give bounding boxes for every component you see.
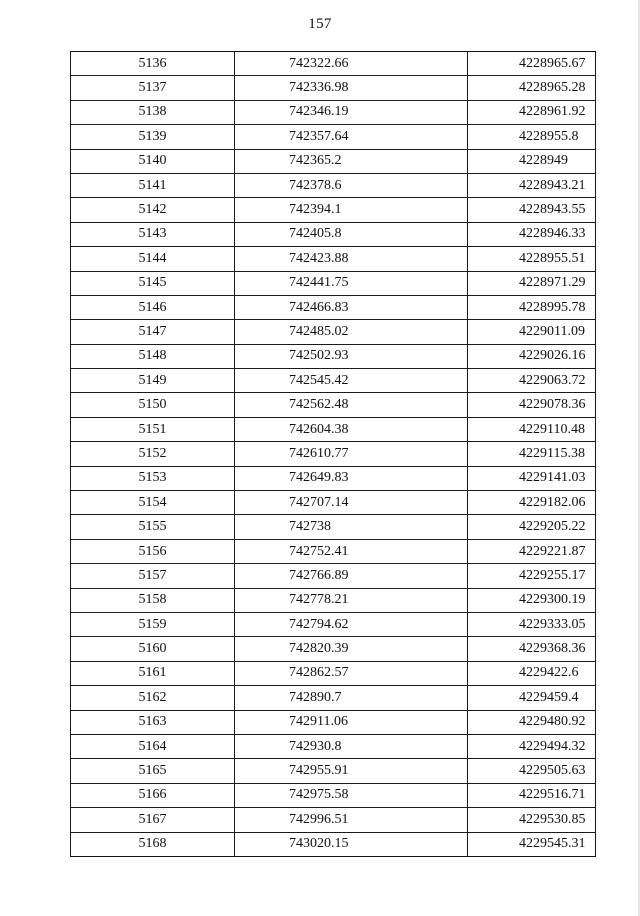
point-id-cell: 5164 — [71, 734, 235, 758]
x-coordinate-cell: 742862.57 — [235, 661, 468, 685]
point-id-cell: 5165 — [71, 759, 235, 783]
y-coordinate-cell: 4228955.8 — [468, 125, 596, 149]
y-coordinate-cell: 4229205.22 — [468, 515, 596, 539]
table-row — [71, 515, 596, 539]
coordinates-table — [70, 51, 596, 857]
table-row — [71, 539, 596, 563]
y-coordinate-cell: 4229141.03 — [468, 466, 596, 490]
y-coordinate-cell: 4229078.36 — [468, 393, 596, 417]
table-row — [71, 588, 596, 612]
point-id-cell: 5156 — [71, 539, 235, 563]
point-id-cell: 5153 — [71, 466, 235, 490]
y-coordinate-cell: 4229505.63 — [468, 759, 596, 783]
y-coordinate-cell: 4229494.32 — [468, 734, 596, 758]
x-coordinate-cell: 742890.7 — [235, 686, 468, 710]
point-id-cell: 5157 — [71, 564, 235, 588]
x-coordinate-cell: 742357.64 — [235, 125, 468, 149]
y-coordinate-cell: 4229255.17 — [468, 564, 596, 588]
point-id-cell: 5146 — [71, 295, 235, 319]
point-id-cell: 5158 — [71, 588, 235, 612]
x-coordinate-cell: 742405.8 — [235, 222, 468, 246]
y-coordinate-cell: 4228995.78 — [468, 295, 596, 319]
point-id-cell: 5150 — [71, 393, 235, 417]
x-coordinate-cell: 742562.48 — [235, 393, 468, 417]
point-id-cell: 5162 — [71, 686, 235, 710]
y-coordinate-cell: 4229333.05 — [468, 612, 596, 636]
table-row — [71, 417, 596, 441]
x-coordinate-cell: 742975.58 — [235, 783, 468, 807]
y-coordinate-cell: 4228971.29 — [468, 271, 596, 295]
x-coordinate-cell: 742820.39 — [235, 637, 468, 661]
x-coordinate-cell: 742336.98 — [235, 76, 468, 100]
point-id-cell: 5161 — [71, 661, 235, 685]
y-coordinate-cell: 4229545.31 — [468, 832, 596, 856]
table-row — [71, 52, 596, 76]
point-id-cell: 5144 — [71, 247, 235, 271]
table-row — [71, 710, 596, 734]
y-coordinate-cell: 4229530.85 — [468, 808, 596, 832]
x-coordinate-cell: 742930.8 — [235, 734, 468, 758]
point-id-cell: 5160 — [71, 637, 235, 661]
table-row — [71, 76, 596, 100]
table-row — [71, 344, 596, 368]
y-coordinate-cell: 4228949 — [468, 149, 596, 173]
table-row — [71, 686, 596, 710]
point-id-cell: 5168 — [71, 832, 235, 856]
y-coordinate-cell: 4228955.51 — [468, 247, 596, 271]
x-coordinate-cell: 742604.38 — [235, 417, 468, 441]
y-coordinate-cell: 4229516.71 — [468, 783, 596, 807]
coordinates-table-body — [71, 52, 596, 857]
table-row — [71, 125, 596, 149]
x-coordinate-cell: 742752.41 — [235, 539, 468, 563]
y-coordinate-cell: 4229182.06 — [468, 491, 596, 515]
point-id-cell: 5137 — [71, 76, 235, 100]
x-coordinate-cell: 742378.6 — [235, 173, 468, 197]
x-coordinate-cell: 742485.02 — [235, 320, 468, 344]
x-coordinate-cell: 742738 — [235, 515, 468, 539]
table-row — [71, 637, 596, 661]
y-coordinate-cell: 4228965.28 — [468, 76, 596, 100]
point-id-cell: 5167 — [71, 808, 235, 832]
x-coordinate-cell: 742346.19 — [235, 100, 468, 124]
x-coordinate-cell: 742441.75 — [235, 271, 468, 295]
x-coordinate-cell: 743020.15 — [235, 832, 468, 856]
x-coordinate-cell: 742794.62 — [235, 612, 468, 636]
table-row — [71, 100, 596, 124]
table-row — [71, 612, 596, 636]
x-coordinate-cell: 742322.66 — [235, 52, 468, 76]
table-row — [71, 442, 596, 466]
table-row — [71, 271, 596, 295]
y-coordinate-cell: 4228943.55 — [468, 198, 596, 222]
point-id-cell: 5163 — [71, 710, 235, 734]
table-row — [71, 198, 596, 222]
table-row — [71, 466, 596, 490]
x-coordinate-cell: 742466.83 — [235, 295, 468, 319]
x-coordinate-cell: 742502.93 — [235, 344, 468, 368]
y-coordinate-cell: 4229063.72 — [468, 369, 596, 393]
table-row — [71, 734, 596, 758]
y-coordinate-cell: 4228961.92 — [468, 100, 596, 124]
x-coordinate-cell: 742707.14 — [235, 491, 468, 515]
y-coordinate-cell: 4229110.48 — [468, 417, 596, 441]
table-row — [71, 247, 596, 271]
y-coordinate-cell: 4229368.36 — [468, 637, 596, 661]
x-coordinate-cell: 742911.06 — [235, 710, 468, 734]
y-coordinate-cell: 4229459.4 — [468, 686, 596, 710]
point-id-cell: 5155 — [71, 515, 235, 539]
table-row — [71, 173, 596, 197]
point-id-cell: 5148 — [71, 344, 235, 368]
point-id-cell: 5143 — [71, 222, 235, 246]
point-id-cell: 5159 — [71, 612, 235, 636]
point-id-cell: 5136 — [71, 52, 235, 76]
y-coordinate-cell: 4228946.33 — [468, 222, 596, 246]
x-coordinate-cell: 742545.42 — [235, 369, 468, 393]
page-number: 157 — [308, 16, 332, 32]
table-row — [71, 808, 596, 832]
point-id-cell: 5154 — [71, 491, 235, 515]
point-id-cell: 5152 — [71, 442, 235, 466]
table-row — [71, 759, 596, 783]
table-row — [71, 783, 596, 807]
point-id-cell: 5140 — [71, 149, 235, 173]
table-row — [71, 661, 596, 685]
table-row — [71, 222, 596, 246]
y-coordinate-cell: 4229011.09 — [468, 320, 596, 344]
point-id-cell: 5138 — [71, 100, 235, 124]
y-coordinate-cell: 4229115.38 — [468, 442, 596, 466]
y-coordinate-cell: 4229221.87 — [468, 539, 596, 563]
point-id-cell: 5147 — [71, 320, 235, 344]
point-id-cell: 5145 — [71, 271, 235, 295]
x-coordinate-cell: 742955.91 — [235, 759, 468, 783]
x-coordinate-cell: 742423.88 — [235, 247, 468, 271]
x-coordinate-cell: 742394.1 — [235, 198, 468, 222]
x-coordinate-cell: 742649.83 — [235, 466, 468, 490]
table-row — [71, 491, 596, 515]
y-coordinate-cell: 4229026.16 — [468, 344, 596, 368]
y-coordinate-cell: 4229480.92 — [468, 710, 596, 734]
point-id-cell: 5139 — [71, 125, 235, 149]
y-coordinate-cell: 4228943.21 — [468, 173, 596, 197]
point-id-cell: 5151 — [71, 417, 235, 441]
point-id-cell: 5141 — [71, 173, 235, 197]
y-coordinate-cell: 4229422.6 — [468, 661, 596, 685]
y-coordinate-cell: 4229300.19 — [468, 588, 596, 612]
x-coordinate-cell: 742766.89 — [235, 564, 468, 588]
table-row — [71, 369, 596, 393]
point-id-cell: 5149 — [71, 369, 235, 393]
point-id-cell: 5166 — [71, 783, 235, 807]
table-row — [71, 564, 596, 588]
x-coordinate-cell: 742610.77 — [235, 442, 468, 466]
x-coordinate-cell: 742778.21 — [235, 588, 468, 612]
point-id-cell: 5142 — [71, 198, 235, 222]
x-coordinate-cell: 742996.51 — [235, 808, 468, 832]
table-row — [71, 320, 596, 344]
x-coordinate-cell: 742365.2 — [235, 149, 468, 173]
table-row — [71, 832, 596, 856]
table-row — [71, 393, 596, 417]
y-coordinate-cell: 4228965.67 — [468, 52, 596, 76]
table-row — [71, 295, 596, 319]
table-row — [71, 149, 596, 173]
